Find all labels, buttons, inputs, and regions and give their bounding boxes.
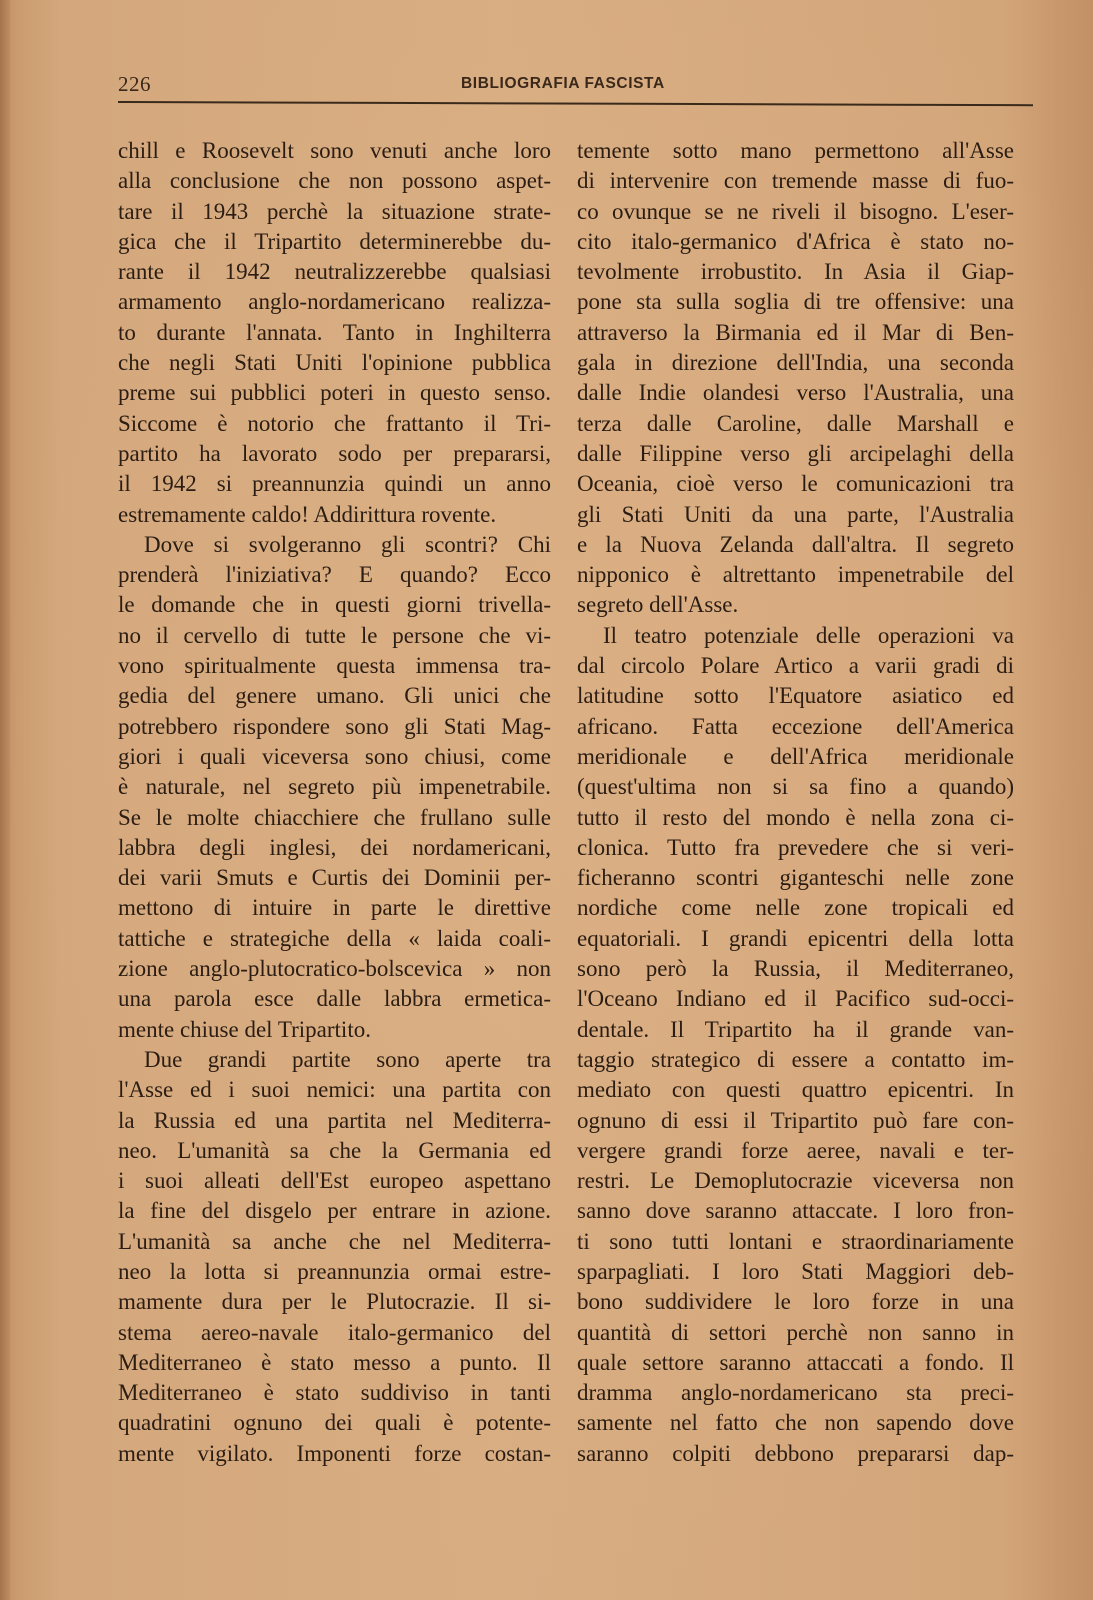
text-line: africano. Fatta eccezione dell'America (577, 713, 1014, 739)
text-line: quale settore saranno attaccati a fondo. Il (577, 1349, 1014, 1375)
text-line: Due grandi partite sono aperte tra (144, 1046, 551, 1072)
text-line: sanno dove saranno attaccate. I loro fron- (577, 1198, 1014, 1224)
text-line: quantità di settori perchè non sanno in (577, 1319, 1014, 1345)
text-line: giori i quali viceversa sono chiusi, come (118, 743, 551, 769)
text-line: le domande che in questi giorni trivella- (118, 592, 551, 618)
text-line: chill e Roosevelt sono venuti anche loro (118, 138, 551, 163)
text-line: dalle Filippine verso gli arcipelaghi della (577, 440, 1014, 466)
page-header (118, 72, 1038, 102)
text-line: i suoi alleati dell'Est europeo aspettano (118, 1168, 551, 1194)
text-line: partito ha lavorato sodo per prepararsi, (118, 440, 551, 466)
text-line: quadratini ognuno dei quali è potente- (118, 1410, 551, 1436)
text-line: Mediterraneo è stato suddiviso in tanti (118, 1380, 551, 1406)
text-line: Se le molte chiacchiere che frullano sulle (118, 804, 551, 830)
text-line: samente nel fatto che non sapendo dove (577, 1410, 1014, 1436)
text-line: temente sotto mano permettono all'Asse (577, 138, 1014, 163)
text-line: neo. L'umanità sa che la Germania ed (118, 1137, 551, 1163)
text-line: ti sono tutti lontani e straordinariamente (577, 1228, 1014, 1254)
text-line: gedia del genere umano. Gli unici che (118, 683, 551, 709)
text-line: l'Asse ed i suoi nemici: una partita con (118, 1077, 551, 1103)
text-line: la fine del disgelo per entrare in azione. (118, 1198, 551, 1224)
text-line: mente vigilato. Imponenti forze costan- (118, 1440, 551, 1466)
right-text-column (577, 136, 1014, 1469)
text-line: equatoriali. I grandi epicentri della lotta (577, 925, 1014, 951)
text-line: armamento anglo-nordamericano realizza- (118, 289, 551, 315)
text-line: ognuno di essi il Tripartito può fare con- (577, 1107, 1014, 1133)
text-line: no il cervello di tutte le persone che vi- (118, 622, 551, 648)
text-line: mettono di intuire in parte le direttive (118, 895, 551, 921)
text-line: stema aereo-navale italo-germanico del (118, 1319, 551, 1345)
text-line: il 1942 si preannunzia quindi un anno (118, 471, 551, 497)
text-line: dentale. Il Tripartito ha il grande van- (577, 1016, 1014, 1042)
text-line: taggio strategico di essere a contatto im- (577, 1046, 1014, 1072)
text-line: potrebbero rispondere sono gli Stati Mag- (118, 713, 551, 739)
text-line: prenderà l'iniziativa? E quando? Ecco (118, 562, 551, 588)
text-line: gala in direzione dell'India, una seconda (577, 350, 1014, 376)
text-line: nipponico è altrettanto impenetrabile del (577, 562, 1014, 588)
left-text-column (118, 136, 551, 1469)
page-number: 226 (118, 72, 151, 96)
text-line: sparpagliati. I loro Stati Maggiori deb- (577, 1258, 1014, 1284)
text-line: latitudine sotto l'Equatore asiatico ed (577, 683, 1014, 709)
text-line: nordiche come nelle zone tropicali ed (577, 895, 1014, 921)
text-line: vergere grandi forze aeree, navali e ter- (577, 1137, 1014, 1163)
text-line: sono però la Russia, il Mediterraneo, (577, 956, 1014, 982)
text-line: alla conclusione che non possono aspet- (118, 168, 551, 194)
text-line: tare il 1943 perchè la situazione strate- (118, 198, 551, 224)
text-line: gli Stati Uniti da una parte, l'Australia (577, 501, 1014, 527)
text-line: labbra degli inglesi, dei nordamericani, (118, 834, 551, 860)
running-title: BIBLIOGRAFIA FASCISTA (461, 75, 665, 92)
text-line: restri. Le Demoplutocrazie viceversa non (577, 1168, 1014, 1194)
text-line: co ovunque se ne riveli il bisogno. L'eser- (577, 198, 1014, 224)
text-line: Dove si svolgeranno gli scontri? Chi (144, 531, 551, 557)
text-line: gica che il Tripartito determinerebbe du- (118, 228, 551, 254)
text-line: Siccome è notorio che frattanto il Tri- (118, 410, 551, 436)
text-line: cito italo-germanico d'Africa è stato no- (577, 228, 1014, 254)
text-line: meridionale e dell'Africa meridionale (577, 743, 1014, 769)
text-line: estremamente caldo! Addirittura rovente. (118, 501, 497, 527)
text-line: dramma anglo-nordamericano sta preci- (577, 1380, 1014, 1406)
text-line: to durante l'annata. Tanto in Inghilterra (118, 319, 551, 345)
text-line: attraverso la Birmania ed il Mar di Ben- (577, 319, 1014, 345)
text-line: vono spiritualmente questa immensa tra- (118, 653, 551, 679)
text-line: tevolmente irrobustito. In Asia il Giap- (577, 259, 1014, 285)
text-line: mamente dura per le Plutocrazie. Il si- (118, 1289, 551, 1315)
text-line: tattiche e strategiche della « laida coali- (118, 925, 551, 951)
text-line: una parola esce dalle labbra ermetica- (118, 986, 551, 1012)
text-line: la Russia ed una partita nel Mediterra- (118, 1107, 551, 1133)
text-line: L'umanità sa anche che nel Mediterra- (118, 1228, 551, 1254)
text-line: pone sta sulla soglia di tre offensive: una (577, 289, 1014, 315)
text-line: dalle Indie olandesi verso l'Australia, una (577, 380, 1014, 406)
text-line: mediato con questi quattro epicentri. In (577, 1077, 1014, 1103)
text-line: Mediterraneo è stato messo a punto. Il (118, 1349, 551, 1375)
text-line: dei varii Smuts e Curtis dei Dominii per- (118, 865, 551, 891)
text-line: bono suddividere le loro forze in una (577, 1289, 1014, 1315)
text-line: l'Oceano Indiano ed il Pacifico sud-occi- (577, 986, 1014, 1012)
text-line: clonica. Tutto fra prevedere che si veri- (577, 834, 1014, 860)
text-line: preme sui pubblici poteri in questo senso. (118, 380, 551, 406)
text-line: (quest'ultima non si sa fino a quando) (577, 774, 1014, 800)
text-line: che negli Stati Uniti l'opinione pubblica (118, 350, 551, 376)
text-line: e la Nuova Zelanda dall'altra. Il segreto (577, 531, 1014, 557)
text-line: Oceania, cioè verso le comunicazioni tra (577, 471, 1014, 497)
text-line: zione anglo-plutocratico-bolscevica » non (118, 956, 551, 982)
page-binding-edge (0, 0, 10, 1600)
text-line: tutto il resto del mondo è nella zona ci- (577, 804, 1014, 830)
text-line: Il teatro potenziale delle operazioni va (603, 622, 1014, 648)
text-line: saranno colpiti debbono prepararsi dap- (577, 1440, 1014, 1466)
text-line: terza dalle Caroline, dalle Marshall e (577, 410, 1014, 436)
text-line: ficheranno scontri giganteschi nelle zone (577, 865, 1014, 891)
text-line: mente chiuse del Tripartito. (118, 1016, 371, 1042)
text-line: di intervenire con tremende masse di fuo- (577, 168, 1014, 194)
text-line: segreto dell'Asse. (577, 592, 739, 618)
text-line: neo la lotta si preannunzia ormai estre- (118, 1258, 551, 1284)
text-line: rante il 1942 neutralizzerebbe qualsiasi (118, 259, 551, 285)
text-line: dal circolo Polare Artico a varii gradi di (577, 653, 1014, 679)
text-line: è naturale, nel segreto più impenetrabile. (118, 774, 551, 800)
